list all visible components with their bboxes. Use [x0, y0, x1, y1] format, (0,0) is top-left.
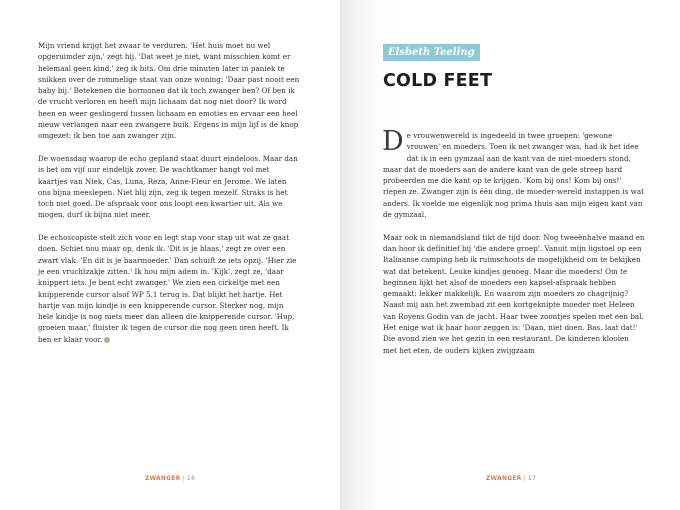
running-footer-label: ZWANGER [145, 476, 181, 482]
left-page-body [38, 40, 300, 345]
page-number: 17 [528, 476, 537, 482]
footer-folio-right [486, 476, 536, 482]
footer-folio-left [145, 476, 195, 482]
footer-separator: | [182, 476, 186, 482]
page-number: 16 [187, 476, 196, 482]
paragraph-last [38, 232, 300, 345]
article-title: COLD FEET [383, 71, 493, 91]
paragraph: Mijn vriend krijgt het zwaar te verduren. 'Het huis moet nu wel opgeruimder zijn,' zegt hij. 'Dat weet je niet, want misschien komt er helemaal geen kind,' zeg ik bits. Om drie minuten later in paniek te snikken over de rommelige staat van onze woning: 'Daar past nooit een baby bij.' Betekenen die hormonen dat ik toch zwanger ben? Of ben ik de vrucht verloren en heeft mijn lichaam dat nog niet door? Ik word heen en weer geslingerd tussen lichaam en emoties en ervaar een heel nieuw verlangen naar een zwangere buik. Ergens in mijn lijf is de knop omgezet: ik ben toe aan zwanger zijn. [38, 41, 300, 141]
author-tag: Elsbeth Teeling [383, 44, 480, 61]
paragraph-text: e vrouwenwereld is ingedeeld in twee groepen: 'gewone vrouwen' en moeders. Toen ik net zwanger was, had ik het idee dat ik in een gymzaal aan de kant van de niet-moeders stond, maar dat de moeders aan de andere kant van de gele streep hard probeerden me die kant op te krijgen. 'Kom bij ons! Kom bij ons!' riepen ze. Zwanger zijn is één ding, de moeder-wereld instappen is wat anders. Ik voelde me eigenlijk nog prima thuis aan mijn eigen kant van de gymzaal. [383, 131, 645, 220]
paragraph: Maar ook in niemandsland tikt de tijd door. Nog tweeënhalve maand en dan hoor ik definitief bij 'die andere groep'. Vanuit mijn ligstoel op een Italiaanse camping heb ik ruimschoots de mogelijkheid om te bekijken wat dat betekent. Leuke kindjes genoeg. Maar die moeders! Om te beginnen lijkt het alsof de moeders een kapsel-afspraak hebben gemaakt: lekker makkelijk. En waarom zijn moeders zo chagrijnig? Naast mij aan het zwembad zit een kortgeknipte moeder met Heleen van Royens Godin van de jacht. Haar twee zoontjes spelen met een bal. Het enige wat ik haar hoor zeggen is: 'Daan, niet doen. Bas, laat dat!' Die avond zien we het gezin in een restaurant. De kinderen klooien met het eten, de ouders kijken zwijgzaam [383, 232, 645, 355]
running-footer-label: ZWANGER [486, 476, 522, 482]
end-mark-icon [104, 337, 110, 343]
paragraph-text: De echoscopiste stelt zich voor en legt stap voor stap uit wat ze gaat doen. Schiet nou maar op, denk ik. 'Dit is je blaas,' zegt ze over een zwart vlak. 'En dit is je baarmoeder.' Dan schuift ze iets opzij. 'Hier zie je een vruchtzakje zitten.' Ik hou mijn adem in. 'Kijk', zegt ze, 'daar knippert iets. Je bent echt zwanger.' We zien een cirkeltje met een knipperende cursor alsof WP 5.1 terug is. Dat blijkt het hartje. Het hartje van mijn kindje is een knipperende cursor. Sterker nog, mijn hele kindje is nog niets meer dan alleen die knipperende cursor. 'Hup, groeien maar,' fluister ik tegen de cursor die nog geen oren heeft. Ik ben er klaar voor. [38, 233, 297, 344]
paragraph: De woensdag waarop de echo gepland staat duurt eindeloos. Maar dan is het om vijf uur eindelijk zover. De wachtkamer hangt vol met kaartjes van Niek, Cas, Luna, Reza, Anne-Fleur en Jerome. We laten ons bijna meeslepen. Niet blij zijn, zeg ik tegen mezelf. Straks is het toch niet goed. De afspraak voor ons loopt een kwartier uit. Als we mogen, durf ik bijna niet meer. [38, 153, 298, 220]
dropcap: D [382, 126, 404, 157]
right-page-body [382, 126, 645, 356]
footer-separator: | [523, 476, 527, 482]
paragraph-with-dropcap [382, 126, 645, 220]
